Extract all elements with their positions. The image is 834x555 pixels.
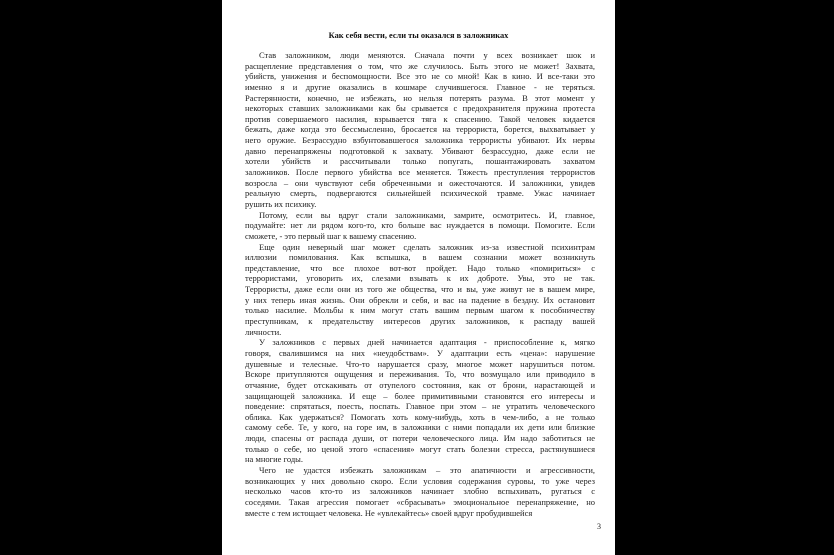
text-line: сможете, - это первый шаг к вашему спасению. xyxy=(245,230,417,241)
text-line: на многие годы. xyxy=(245,454,303,465)
text-line: отчаяние, будет отскакивать от отупелого состояния, как от брони, нарастающей и xyxy=(245,379,595,390)
text-line: Чего не удастся избежать заложникам – это апатичности и агрессивности, xyxy=(259,464,595,475)
text-line: личности. xyxy=(245,326,282,337)
text-line: люди, спасены от распада души, от потери человеческого лица. Им надо заботиться не xyxy=(245,433,595,444)
text-line: возникающих у них довольно скоро. Если условия содержания суровы, то уже через xyxy=(245,475,595,486)
text-line: Террористы, даже если они из того же общества, что и вы, уже живут не в вашем мире, xyxy=(245,284,595,295)
text-line: него оружие. Безрассудно взбунтовавшегося заложника террористы убивают. Их нервы xyxy=(245,135,595,146)
text-line: бежать, даже когда это бессмысленно, бросается на террориста, борется, выхватывает у xyxy=(245,124,595,135)
text-line: самому себе. Те, у кого, на горе им, в заложники с ними попадали их дети или близкие xyxy=(245,422,595,433)
text-line: У заложников с первых дней начинается адаптация - приспособление к, мягко xyxy=(259,337,595,348)
text-line: Растерянности, конечно, не избежать, но нельзя потерять разума. В этот момент у xyxy=(245,92,595,103)
document-body xyxy=(245,50,595,518)
paragraph xyxy=(245,210,595,242)
text-line: облика. Как удержаться? Помогать хоть кому-нибудь, хоть в чем-либо, а не только xyxy=(245,411,595,422)
document-title: Как себя вести, если ты оказался в заложниках xyxy=(328,31,509,40)
text-line: Вскоре притупляются ощущения и переживания. То, что возмущало или приводило в xyxy=(245,369,595,380)
text-line: только о себе, но ценой этого «спасения» могут стать болезни стресса, растянувшиеся xyxy=(245,443,595,454)
paragraph xyxy=(245,337,595,465)
text-line: защищающей заложника. И еще – более примитивными становятся его интересы и xyxy=(245,390,595,401)
text-line: Еще один неверный шаг может сделать заложник из-за известной психинтрам xyxy=(259,241,595,252)
text-line: соседями. Такая агрессия помогает «сбрасывать» эмоциональное перенапряжение, но xyxy=(245,496,595,507)
text-line: некоторых ставших заложниками как бы срывается с предохранителя пружина протеста xyxy=(245,103,595,114)
text-line: против совершаемого насилия, взрывается тяга к спасению. Такой человек кидается xyxy=(245,113,595,124)
text-line: хотели убийств и рассчитывали только попугать, пошантажировать захватом xyxy=(245,156,595,167)
text-line: реальную смерть, подвергаются сильнейшей психической травме. Ужас начинает xyxy=(245,188,595,199)
text-line: вместе с тем истощает человека. Не «увлекайтесь» своей вдруг пробудившейся xyxy=(245,507,533,518)
text-line: заложников. После первого убийства все меняется. Тяжесть преступления террористов xyxy=(245,167,595,178)
text-line: расщепление представления о том, что же случилось. Быть этого не может! Захвата, xyxy=(245,60,595,71)
text-line: давно перенапряжены подготовкой к захвату. Убивают безрассудно, даже если не xyxy=(245,145,595,156)
text-line: душевные и телесные. Что-то нарушается сразу, многое может нарушиться потом. xyxy=(245,358,595,369)
text-line: только насилие. Мольбы к ним могут стать вашим первым шагом к пособничеству xyxy=(245,305,595,316)
text-line: подумайте: нет ли рядом кого-то, кто больше вас нуждается в помощи. Помогите. Если xyxy=(245,220,595,231)
text-line: представление, что все плохое вот-вот пройдет. Надо только «помириться» с xyxy=(245,262,595,273)
text-line: рушить их психику. xyxy=(245,198,317,209)
paragraph xyxy=(245,50,595,210)
text-line: у них теперь иная жизнь. Они обрекли и себя, и вас на падение в бездну. Их остановит xyxy=(245,294,595,305)
document-page xyxy=(222,0,615,555)
text-line: убийств, унижения и беспомощности. Все это не со мной! Как в кино. И все-таки это xyxy=(245,71,595,82)
text-line: поведение: спрятаться, поесть, поспать. Главное при этом – не утратить человеческого xyxy=(245,401,595,412)
text-line: Потому, если вы вдруг стали заложниками, замрите, осмотритесь. И, главное, xyxy=(259,209,595,220)
paragraph xyxy=(245,465,595,518)
text-line: несколько часов кто-то из заложников начинает злобно вспыхивать, ругаться с xyxy=(245,486,595,497)
text-line: иллюзии помилования. Как вспышка, в вашем сознании может возникнуть xyxy=(245,252,595,263)
text-line: террористами, уговорить их, слезами взывать к их доброте. Увы, это не так. xyxy=(245,273,595,284)
page-number: 3 xyxy=(597,522,601,531)
text-line: говоря, свалившимся на них «неудобствам». У адаптации есть «цена»: нарушение xyxy=(245,347,595,358)
text-line: возросла – они чувствуют себя обреченными и ожесточаются. И заложники, увидев xyxy=(245,177,595,188)
text-line: Став заложником, люди меняются. Сначала почти у всех возникает шок и xyxy=(259,50,595,60)
text-line: преступникам, к предательству интересов других заложников, к распаду вашей xyxy=(245,316,595,327)
text-line: именно я и другие оказались в кошмаре случившегося. Главное - не теряться. xyxy=(245,81,595,92)
paragraph xyxy=(245,242,595,338)
